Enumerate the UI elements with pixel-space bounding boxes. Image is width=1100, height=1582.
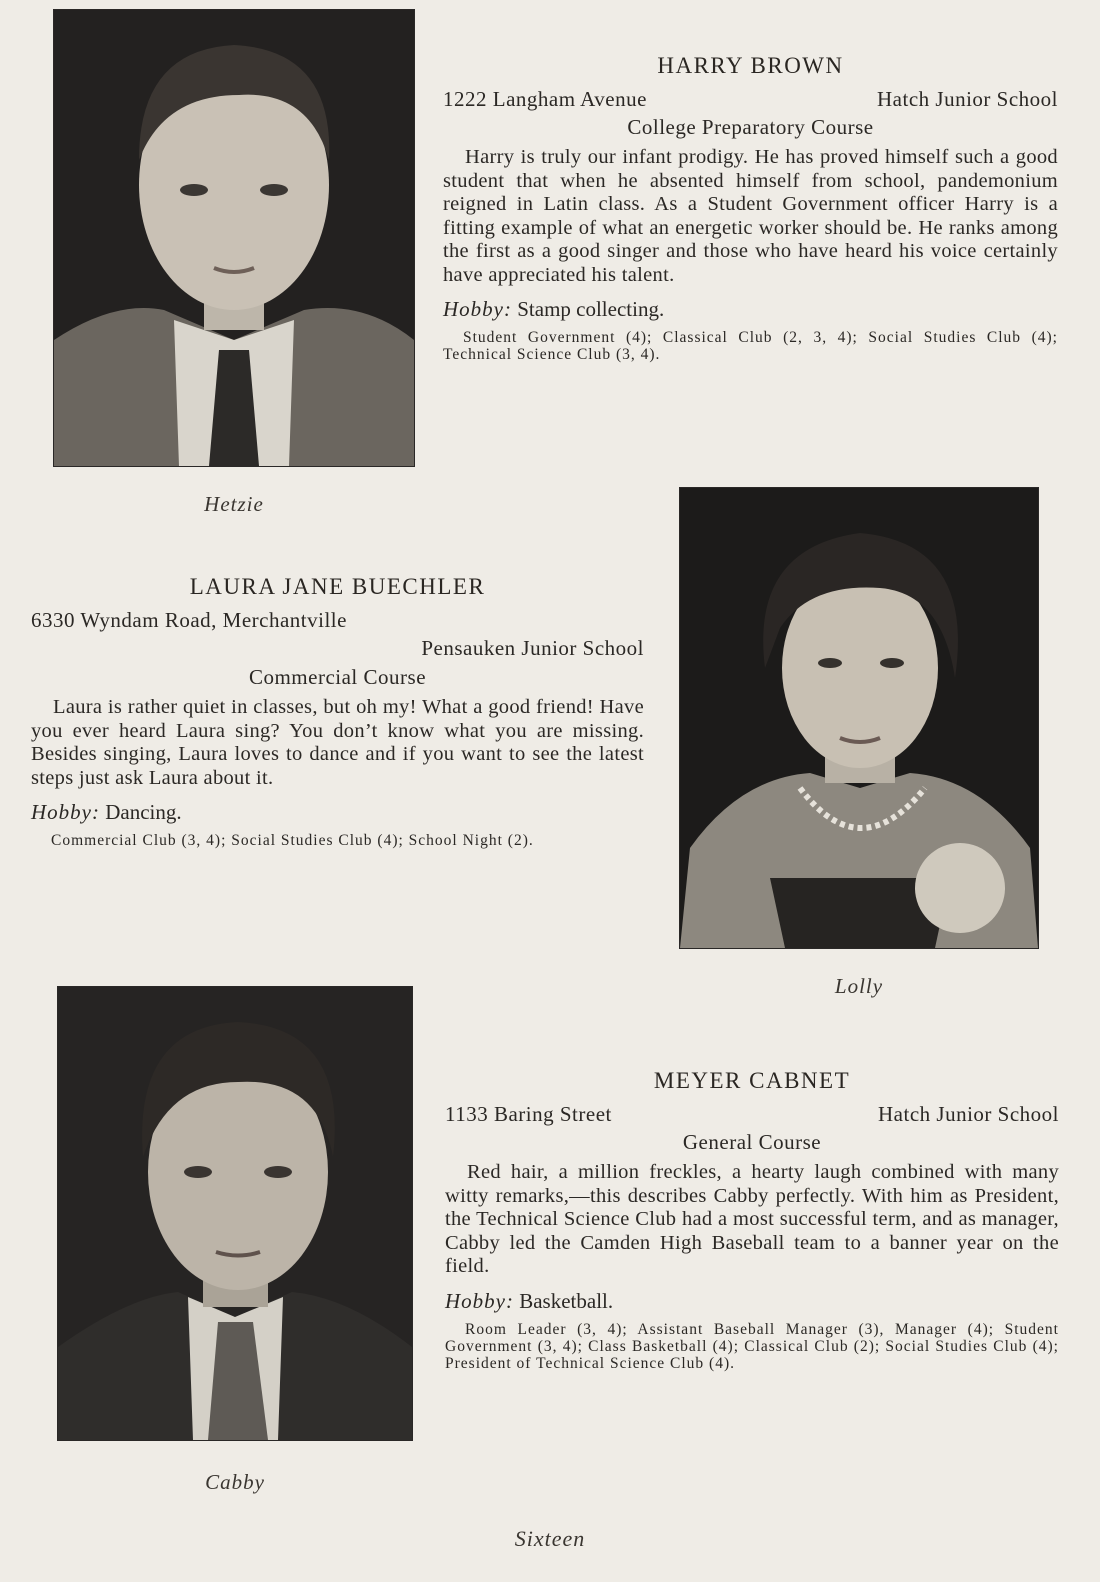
address-row bbox=[31, 606, 644, 634]
course-name: Commercial Course bbox=[248, 665, 427, 689]
junior-school: Pensauken Junior School bbox=[421, 636, 644, 660]
hobby-label: Hobby: bbox=[445, 1288, 514, 1313]
student-name: HARRY BROWN bbox=[657, 53, 844, 78]
student-entry-laura-jane-buechler bbox=[31, 574, 644, 849]
junior-school: Hatch Junior School bbox=[878, 1102, 1059, 1126]
student-entry-meyer-cabnet bbox=[445, 1068, 1059, 1372]
portrait-photo-laura-jane-buechler bbox=[680, 488, 1038, 948]
student-address: 6330 Wyndam Road, Merchantville bbox=[31, 608, 347, 632]
hobby-line bbox=[31, 798, 644, 826]
hobby-label: Hobby: bbox=[443, 297, 512, 321]
portrait-photo-harry-brown bbox=[54, 10, 414, 466]
nickname-caption-2: Lolly bbox=[834, 974, 884, 998]
course-name: General Course bbox=[682, 1130, 822, 1154]
student-address: 1133 Baring Street bbox=[445, 1102, 612, 1126]
address-row bbox=[443, 85, 1058, 113]
student-bio: Red hair, a million freckles, a hearty laugh combined with many witty remarks,—this describes Cabby perfectly. With him as President, the Technical Science Club had a most successful term, and as manager, Cabby led the Camden High Baseball team to a banner year on the field. bbox=[445, 1161, 1059, 1277]
student-name: MEYER CABNET bbox=[653, 1068, 851, 1093]
hobby-value: Basketball. bbox=[519, 1288, 614, 1313]
student-bio: Harry is truly our infant prodigy. He has proved himself such a good student that when he absented himself from school, pandemonium reigned in Latin class. As a Student Government officer Harry is a fitting example of what an energetic worker should be. He ranks among the first as a good singer and those who have heard his voice certainly have appreciated his talent. bbox=[443, 146, 1058, 286]
hobby-label: Hobby: bbox=[31, 800, 100, 824]
hobby-line bbox=[443, 295, 1058, 323]
student-name: LAURA JANE BUECHLER bbox=[189, 574, 486, 599]
student-address: 1222 Langham Avenue bbox=[443, 87, 647, 111]
hobby-line bbox=[445, 1287, 1059, 1315]
nickname-caption-1: Hetzie bbox=[204, 492, 264, 516]
nickname-caption-3: Cabby bbox=[205, 1470, 265, 1494]
course-name: College Preparatory Course bbox=[627, 115, 874, 139]
hobby-value: Stamp collecting. bbox=[517, 297, 665, 321]
activities-list: Room Leader (3, 4); Assistant Baseball Manager (3), Manager (4); Student Government (3, 4); Class Basketball (4); Classical Club (2); Social Studies Club (4); President of Technical Science Club (4). bbox=[445, 1320, 1059, 1372]
portrait-photo-meyer-cabnet bbox=[58, 987, 412, 1440]
activities-list: Commercial Club (3, 4); Social Studies Club (4); School Night (2). bbox=[51, 832, 534, 849]
student-bio: Laura is rather quiet in classes, but oh my! What a good friend! Have you ever heard Laura sing? You don’t know what you are missing. Besides singing, Laura loves to dance and if you want to see the latest steps just ask Laura about it. bbox=[31, 696, 644, 789]
hobby-value: Dancing. bbox=[105, 800, 182, 824]
address-row bbox=[445, 1100, 1059, 1128]
junior-school: Hatch Junior School bbox=[877, 87, 1058, 111]
student-entry-harry-brown bbox=[443, 53, 1058, 363]
page-number: Sixteen bbox=[514, 1526, 586, 1551]
activities-list: Student Government (4); Classical Club (2, 3, 4); Social Studies Club (4); Technical Science Club (3, 4). bbox=[443, 329, 1058, 363]
